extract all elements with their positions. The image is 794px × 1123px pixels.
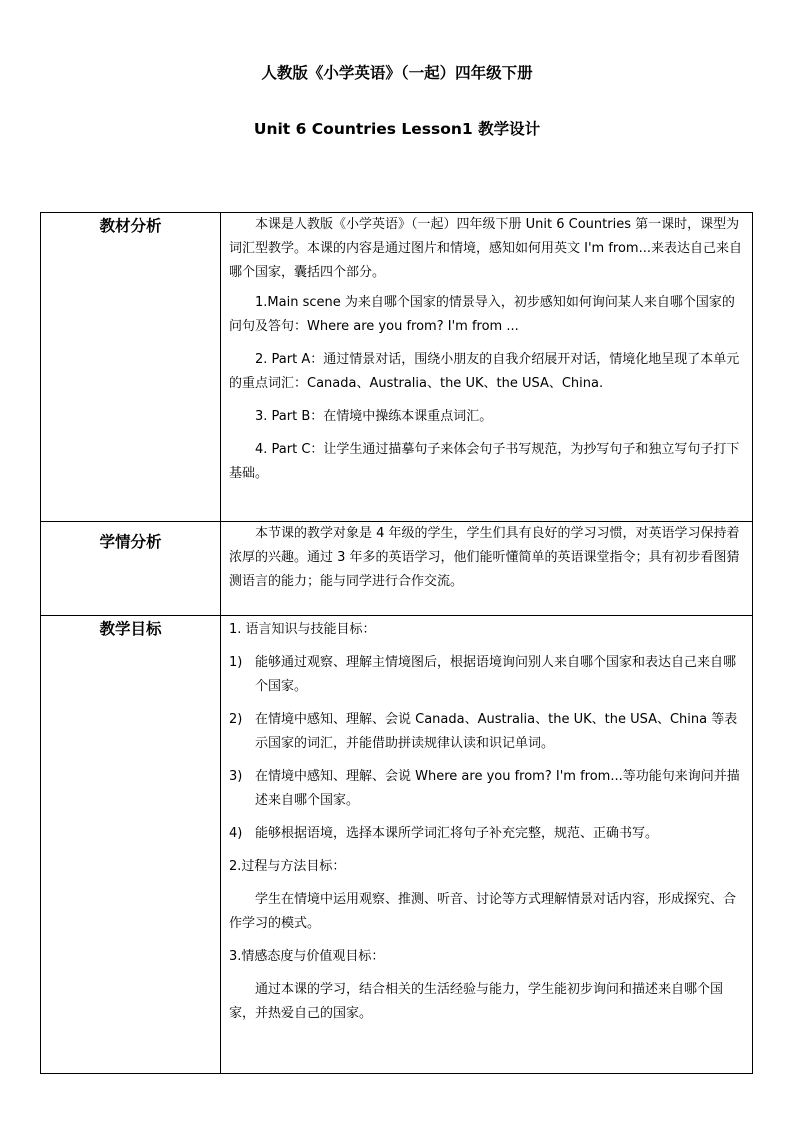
- goals-heading-1: 1. 语言知识与技能目标：: [229, 622, 376, 637]
- material-point-2: 2. Part A：通过情景对话，围绕小朋友的自我介绍展开对话，情境化地呈现了本单元的重点词汇：Canada、Australia、the UK、the USA、China.: [229, 352, 740, 391]
- student-analysis-text: 本节课的教学对象是 4 年级的学生，学生们具有良好的学习习惯，对英语学习保持着浓厚的兴趣。通过 3 年多的英语学习，他们能听懂简单的英语课堂指令；具有初步看图猜测语言的能力；能与同学进行合作交流。: [229, 526, 740, 589]
- list-item-text: 能够根据语境，选择本课所学词汇将句子补充完整，规范、正确书写。: [255, 826, 659, 841]
- document-title: 人教版《小学英语》（一起）四年级下册: [261, 64, 533, 82]
- table-row-material: [41, 213, 753, 522]
- goals-heading-3: 3.情感态度与价值观目标：: [229, 949, 385, 964]
- list-item-text: 在情境中感知、理解、会说 Where are you from? I'm from...等功能句来询问并描述来自哪个国家。: [255, 769, 740, 808]
- goals-heading-2: 2.过程与方法目标：: [229, 859, 346, 874]
- material-point-3: 3. Part B：在情境中操练本课重点词汇。: [255, 409, 493, 424]
- material-intro: 本课是人教版《小学英语》（一起）四年级下册 Unit 6 Countries 第一课时，课型为词汇型教学。本课的内容是通过图片和情境，感知如何用英文 I'm from...来表达自己来自哪个国家，囊括四个部分。: [229, 217, 742, 280]
- table-row-students: [41, 522, 753, 616]
- goals-process-text: 学生在情境中运用观察、推测、听音、讨论等方式理解情景对话内容，形成探究、合作学习的模式。: [229, 892, 737, 931]
- material-analysis-cell: [221, 213, 753, 522]
- list-item-number: 4): [229, 826, 243, 841]
- list-item-text: 在情境中感知、理解、会说 Canada、Australia、the UK、the USA、China 等表示国家的词汇，并能借助拼读规律认读和识记单词。: [255, 712, 738, 751]
- lesson-plan-table: [40, 212, 753, 1074]
- list-item: [229, 822, 745, 846]
- row-label-material: 教材分析: [41, 213, 221, 522]
- list-item: [229, 651, 745, 699]
- list-item-text: 能够通过观察、理解主情境图后，根据语境询问别人来自哪个国家和表达自己来自哪个国家。: [255, 655, 737, 694]
- teaching-goals-cell: [221, 616, 753, 1074]
- list-item: [229, 765, 745, 813]
- material-point-4: 4. Part C：让学生通过描摹句子来体会句子书写规范，为抄写句子和独立写句子打下基础。: [229, 442, 740, 481]
- row-label-goals: 教学目标: [41, 616, 221, 1074]
- list-item: [229, 708, 745, 756]
- list-item-number: 2): [229, 712, 243, 727]
- list-item-number: 1): [229, 655, 243, 670]
- row-label-students: 学情分析: [41, 522, 221, 616]
- table-row-goals: [41, 616, 753, 1074]
- document-subtitle: Unit 6 Countries Lesson1 教学设计: [253, 120, 541, 138]
- material-point-1: 1.Main scene 为来自哪个国家的情景导入，初步感知如何询问某人来自哪个国家的问句及答句：Where are you from? I'm from ...: [229, 295, 735, 334]
- student-analysis-cell: [221, 522, 753, 616]
- list-item-number: 3): [229, 769, 243, 784]
- goals-emotion-text: 通过本课的学习，结合相关的生活经验与能力，学生能初步询问和描述来自哪个国家，并热爱自己的国家。: [229, 982, 724, 1021]
